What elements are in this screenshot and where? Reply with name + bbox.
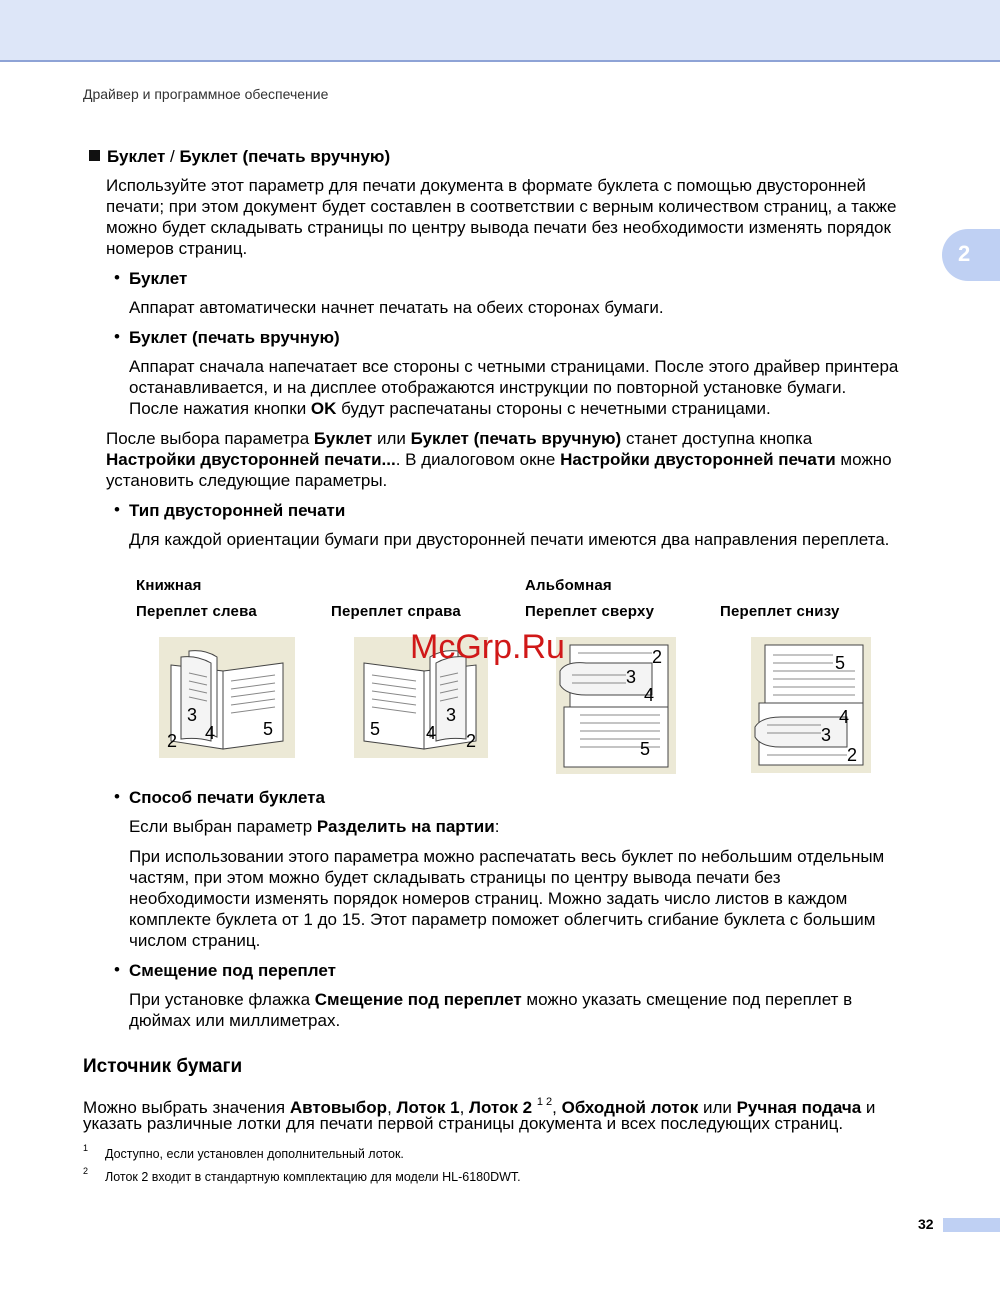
method-title: Способ печати буклета bbox=[129, 788, 325, 807]
binding-top-label: Переплет сверху bbox=[525, 603, 655, 620]
duplex-type-text: Для каждой ориентации бумаги при двусторонней печати имеются два направления переплета. bbox=[129, 530, 890, 549]
paper-source-line-2: указать различные лотки для печати первой страницы документа и всех последующих страниц. bbox=[83, 1114, 844, 1133]
method-line-4: комплекте буклета от 1 до 15. Этот параметр поможет облегчить сгибание буклета с большим bbox=[129, 910, 876, 929]
page-number: 32 bbox=[918, 1216, 934, 1232]
offset-line-2: дюймах или миллиметрах. bbox=[129, 1011, 341, 1030]
bullet-dot: • bbox=[114, 787, 120, 806]
manual-line-1: Аппарат сначала напечатает все стороны с четными страницами. После этого драйвер принтера bbox=[129, 357, 899, 376]
after-line-3: установить следующие параметры. bbox=[106, 471, 388, 490]
page-number-5: 5 bbox=[835, 653, 846, 673]
landscape-label: Альбомная bbox=[525, 577, 612, 594]
method-line-2: частям, при этом можно будет складывать страницы по центру вывода печати без bbox=[129, 868, 781, 887]
footnote-1: 1 Доступно, если установлен дополнительный лоток. bbox=[83, 1143, 404, 1161]
running-header: Драйвер и программное обеспечение bbox=[83, 86, 329, 102]
binding-right-label: Переплет справа bbox=[331, 603, 461, 620]
intro-line-1: Используйте этот параметр для печати документа в формате буклета с помощью двусторонней bbox=[106, 176, 866, 195]
page-number-4: 4 bbox=[205, 723, 216, 743]
manual-line-2: останавливается, и на дисплее отображаются инструкции по повторной установке бумаги. bbox=[129, 378, 847, 397]
method-line-5: числом страниц. bbox=[129, 931, 261, 950]
bullet-dot: • bbox=[114, 960, 120, 979]
intro-line-4: номеров страниц. bbox=[106, 239, 248, 258]
method-line-1: При использовании этого параметра можно распечатать весь буклет по небольшим отдельным bbox=[129, 847, 885, 866]
booklet-bottom-binding-illustration bbox=[751, 637, 871, 773]
page-number-3: 3 bbox=[626, 667, 637, 687]
watermark: McGrp.Ru bbox=[410, 628, 565, 666]
heading-separator: / bbox=[165, 147, 180, 166]
ok-key: OK bbox=[310, 399, 337, 418]
binding-bottom-label: Переплет снизу bbox=[720, 603, 840, 620]
booklet-title: Буклет bbox=[129, 269, 188, 288]
page-number-3: 3 bbox=[446, 705, 457, 725]
bullet-dot: • bbox=[114, 327, 120, 346]
page-number-4: 4 bbox=[839, 707, 850, 727]
page-number-2: 2 bbox=[652, 647, 663, 667]
booklet-top-binding-illustration bbox=[556, 637, 676, 774]
binding-left-label: Переплет слева bbox=[136, 603, 257, 620]
page-number-3: 3 bbox=[187, 705, 198, 725]
top-band bbox=[0, 0, 1000, 62]
chapter-tab bbox=[942, 229, 1000, 281]
page-number-2: 2 bbox=[847, 745, 858, 765]
offset-title: Смещение под переплет bbox=[129, 961, 336, 980]
booklet-text: Аппарат автоматически начнет печатать на обеих сторонах бумаги. bbox=[129, 298, 664, 317]
after-line-2: Настройки двусторонней печати.... В диалоговом окне Настройки двусторонней печати можно bbox=[106, 450, 892, 469]
method-line-3: необходимости изменять порядок номеров страниц. Можно задать число листов в каждом bbox=[129, 889, 848, 908]
page-number-2: 2 bbox=[466, 731, 477, 751]
page-number-5: 5 bbox=[263, 719, 274, 739]
chapter-number: 2 bbox=[958, 241, 971, 266]
intro-line-2: печати; при этом документ будет составлен в соответствии с верным количеством страниц, а также bbox=[106, 197, 897, 216]
page-number-4: 4 bbox=[644, 685, 655, 705]
portrait-label: Книжная bbox=[136, 577, 202, 594]
paper-source-line-1: Можно выбрать значения Автовыбор, Лоток 1, Лоток 2 $^{1 2}$, Обходной лоток или Ручная подача и bbox=[83, 1096, 876, 1117]
page-number-3: 3 bbox=[821, 725, 832, 745]
after-line-1: После выбора параметра Буклет или Буклет (печать вручную) станет доступна кнопка bbox=[106, 429, 813, 448]
page-number-5: 5 bbox=[370, 719, 381, 739]
manual-title: Буклет (печать вручную) bbox=[129, 328, 340, 347]
offset-line-1: При установке флажка Смещение под переплет можно указать смещение под переплет в bbox=[129, 990, 853, 1009]
bullet-dot: • bbox=[114, 500, 120, 519]
booklet-left-binding-illustration bbox=[159, 637, 295, 758]
page-number-2: 2 bbox=[167, 731, 178, 751]
manual-line-3: После нажатия кнопки OK будут распечатаны стороны с нечетными страницами. bbox=[129, 399, 771, 418]
page-number-4: 4 bbox=[426, 723, 437, 743]
intro-line-3: можно будет складывать страницы по центру вывода печати без необходимости изменять порядок bbox=[106, 218, 891, 237]
method-if-line: Если выбран параметр Разделить на партии: bbox=[129, 817, 500, 836]
bullet-dot: • bbox=[114, 268, 120, 287]
page-number-bar bbox=[943, 1218, 1000, 1232]
footnote-ref: 1 2 bbox=[536, 1096, 553, 1108]
heading-booklet-manual: Буклет (печать вручную) bbox=[179, 147, 391, 166]
paper-source-heading: Источник бумаги bbox=[83, 1056, 243, 1077]
page-number-5: 5 bbox=[640, 739, 651, 759]
section-heading bbox=[89, 146, 390, 167]
square-bullet-icon bbox=[89, 150, 100, 161]
duplex-type-title: Тип двусторонней печати bbox=[129, 501, 346, 520]
heading-booklet: Буклет bbox=[107, 147, 166, 166]
footnote-2: 2 Лоток 2 входит в стандартную комплектацию для модели HL-6180DWT. bbox=[83, 1166, 521, 1184]
